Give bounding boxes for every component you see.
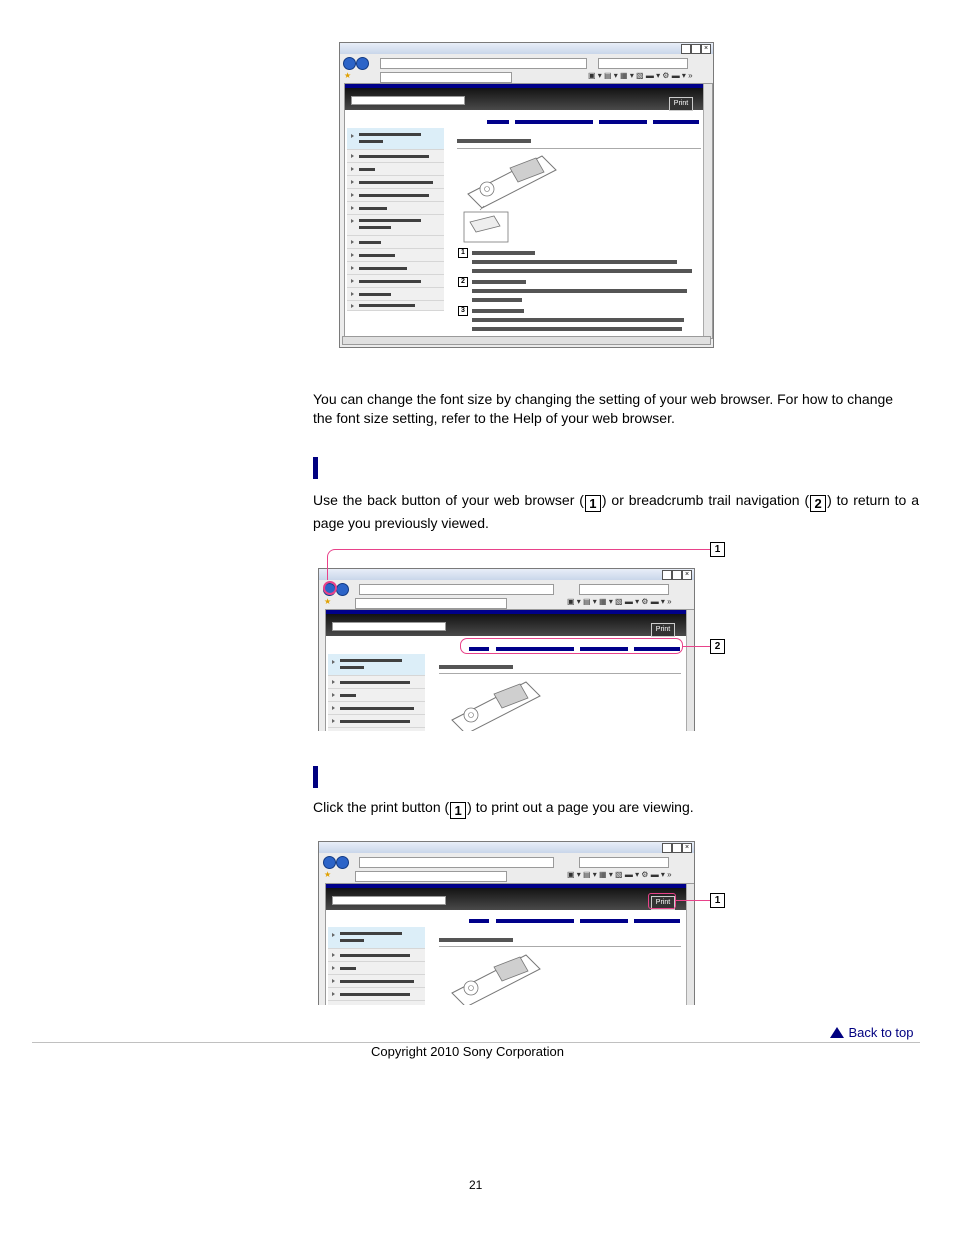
command-bar-icons: ▣ ▾ ▤ ▾ ▦ ▾ ▧ ▬ ▾ ⚙ ▬ ▾ » (567, 870, 672, 879)
header-search-box (351, 96, 465, 105)
tab-bar (355, 871, 507, 882)
content-heading (439, 665, 513, 669)
sidebar-item (328, 962, 425, 975)
breadcrumb-highlight (460, 638, 683, 654)
title-bar (340, 43, 713, 54)
tab-bar (380, 72, 512, 83)
forward-arrow-icon (356, 57, 369, 70)
number-box: 1 (585, 495, 601, 512)
search-box (579, 857, 669, 868)
page-content (344, 83, 713, 339)
walkman-player-illustration (444, 951, 544, 1005)
address-bar (359, 857, 554, 868)
browser-screenshot-1 (339, 42, 714, 348)
command-bar-icons: ▣ ▾ ▤ ▾ ▦ ▾ ▧ ▬ ▾ ⚙ ▬ ▾ » (588, 71, 693, 80)
step-number: 2 (458, 277, 468, 287)
back-to-top-link[interactable]: Back to top (848, 1025, 914, 1040)
breadcrumb-link (469, 919, 489, 923)
sidebar (347, 128, 444, 310)
header-search-box (332, 896, 446, 905)
page-content (325, 609, 695, 731)
content-heading (457, 139, 531, 143)
sidebar-item (347, 163, 444, 176)
sidebar-item (328, 715, 425, 728)
forward-arrow-icon (336, 583, 349, 596)
breadcrumb-link (515, 120, 593, 124)
sidebar-item (328, 988, 425, 1001)
footer-divider (32, 1042, 920, 1043)
back-arrow-icon (323, 856, 336, 869)
sidebar-item (347, 176, 444, 189)
favorites-star-icon: ★ (324, 870, 332, 879)
search-box (598, 58, 688, 69)
walkman-player-illustration (460, 152, 560, 248)
sidebar-item (347, 288, 444, 301)
breadcrumb-link (496, 919, 574, 923)
sidebar-item (347, 249, 444, 262)
breadcrumb-link (653, 120, 699, 124)
sidebar-item (328, 654, 425, 676)
back-navigation-paragraph: Use the back button of your web browser ( 1 ) or breadcrumb trail navigation ( 2 ) to return to a page you previously viewed. (313, 492, 919, 531)
callout-line-print (675, 900, 710, 901)
favorites-star-icon: ★ (324, 597, 332, 606)
favorites-star-icon: ★ (344, 71, 352, 80)
back-to-top[interactable] (830, 1024, 914, 1042)
sidebar (328, 654, 425, 731)
sidebar-item (347, 275, 444, 288)
sidebar-item (347, 150, 444, 163)
sidebar-item (328, 702, 425, 715)
print-button: Print (651, 896, 675, 910)
sidebar-item (347, 236, 444, 249)
breadcrumb-link (487, 120, 509, 124)
sidebar-item (328, 1001, 425, 1005)
browser-screenshot-3 (318, 841, 695, 1005)
sidebar-item (328, 927, 425, 949)
status-bar (342, 336, 711, 345)
command-bar-icons: ▣ ▾ ▤ ▾ ▦ ▾ ▧ ▬ ▾ ⚙ ▬ ▾ » (567, 597, 672, 606)
sidebar-item (328, 949, 425, 962)
section-marker (313, 766, 318, 788)
sidebar-item (347, 128, 444, 150)
callout-number-1: 1 (710, 893, 725, 908)
sidebar-item (347, 262, 444, 275)
close-icon: × (701, 44, 711, 54)
step-number: 1 (458, 248, 468, 258)
forward-arrow-icon (336, 856, 349, 869)
content-heading (439, 938, 513, 942)
close-icon: × (682, 843, 692, 853)
sidebar-item (328, 975, 425, 988)
print-paragraph: Click the print button ( 1 ) to print out a page you are viewing. (313, 799, 694, 818)
sidebar-item (328, 676, 425, 689)
walkman-player-illustration (444, 678, 544, 731)
close-icon: × (682, 570, 692, 580)
sidebar-item (328, 689, 425, 702)
section-marker (313, 457, 318, 479)
scrollbar (703, 84, 712, 338)
header-search-box (332, 622, 446, 631)
scrollbar (686, 610, 695, 731)
callout-number-2: 2 (710, 639, 725, 654)
title-bar (319, 842, 694, 853)
page-content (325, 883, 695, 1005)
callout-line-2 (683, 646, 710, 647)
breadcrumb-link (634, 919, 680, 923)
font-size-paragraph: You can change the font size by changing the setting of your web browser. For how to change the font size setting, refer to the Help of your web browser. (313, 391, 894, 426)
tab-bar (355, 598, 507, 609)
minimize-icon (681, 44, 691, 54)
copyright: Copyright 2010 Sony Corporation (371, 1044, 564, 1059)
maximize-icon (672, 843, 682, 853)
sidebar-item (347, 202, 444, 215)
print-button: Print (669, 97, 693, 111)
address-bar (359, 584, 554, 595)
print-button-highlight (648, 893, 676, 909)
sidebar-item (347, 215, 444, 236)
search-box (579, 584, 669, 595)
back-arrow-icon (343, 57, 356, 70)
number-box: 2 (810, 495, 826, 512)
breadcrumb-link (599, 120, 647, 124)
sidebar-item (328, 728, 425, 731)
triangle-up-icon (830, 1027, 844, 1038)
minimize-icon (662, 843, 672, 853)
address-bar (380, 58, 587, 69)
sidebar (328, 927, 425, 1005)
back-button-highlight (323, 581, 337, 595)
callout-line-1 (327, 549, 711, 580)
maximize-icon (691, 44, 701, 54)
breadcrumb-link (580, 919, 628, 923)
page-number: 21 (469, 1178, 483, 1192)
sidebar-item (347, 301, 444, 311)
callout-number-1: 1 (710, 542, 725, 557)
print-button: Print (651, 623, 675, 637)
step-number: 3 (458, 306, 468, 316)
sidebar-item (347, 189, 444, 202)
scrollbar (686, 884, 695, 1005)
number-box: 1 (450, 802, 466, 819)
